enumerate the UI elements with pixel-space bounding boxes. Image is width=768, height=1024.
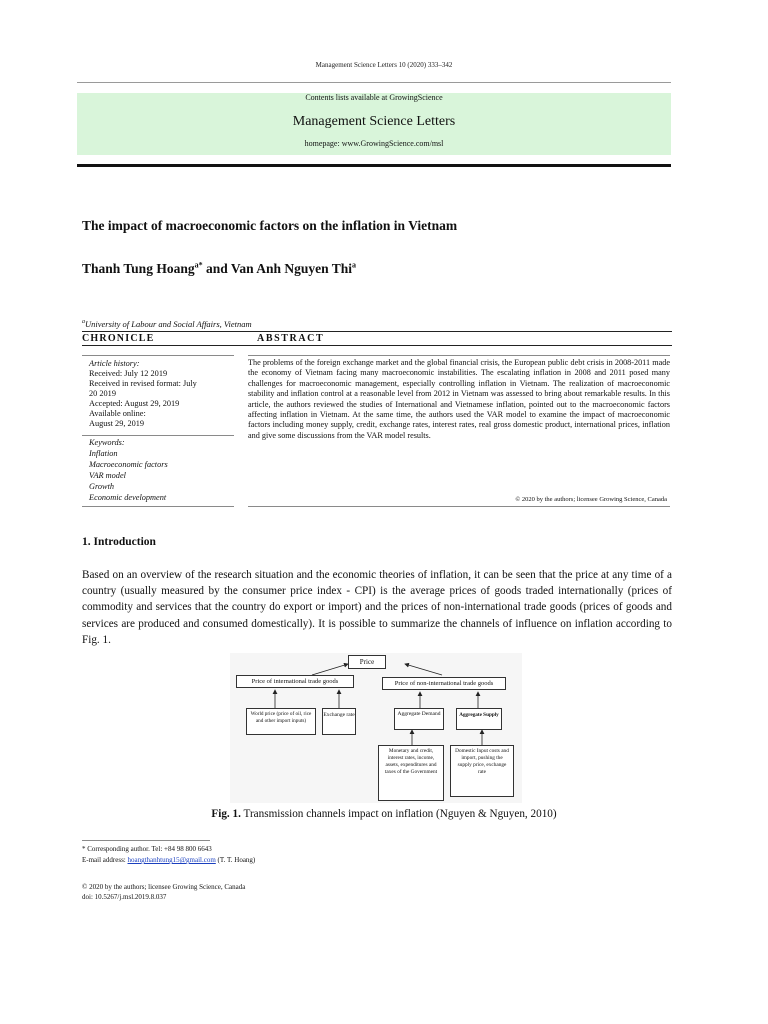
email-name: (T. T. Hoang) [215,856,256,864]
author-2: and Van Anh Nguyen Thi [202,261,353,276]
section-heading-introduction: 1. Introduction [82,536,156,548]
revised-date-line-2: 20 2019 [89,389,116,398]
chronicle-header-rule [82,345,672,346]
keywords-label: Keywords: [89,438,125,447]
author-1-marker: a* [194,260,203,270]
corresponding-author: * Corresponding author. Tel: +84 98 800 6643 [82,845,212,853]
node-price: Price [348,655,386,669]
history-label: Article history: [89,359,140,368]
revised-date-line-1: Received in revised format: July [89,379,197,388]
abstract-top-rule [248,355,670,356]
available-date: August 29, 2019 [89,419,145,428]
chronicle-top-rule [82,331,672,332]
abstract-bottom-rule [248,506,670,507]
doi-line[interactable]: doi: 10.5267/j.msl.2019.8.037 [82,893,167,901]
journal-banner [77,93,671,155]
paper-title: The impact of macroeconomic factors on the inflation in Vietnam [82,218,458,233]
author-1: Thanh Tung Hoang [82,261,195,276]
figure-1-caption [0,808,768,820]
figure-1-diagram [230,653,522,803]
keyword-item: Inflation [89,449,118,458]
available-label: Available online: [89,409,146,418]
email-link[interactable]: hoangthanhtung15@gmail.com [127,856,216,864]
running-head: Management Science Letters 10 (2020) 333–342 [315,61,453,69]
affiliation [82,319,252,329]
keyword-item: Economic development [89,493,167,502]
header-divider [77,82,671,83]
history-top-rule [82,355,234,356]
keyword-item: VAR model [89,471,126,480]
footnote-rule [82,840,210,841]
abstract-heading: ABSTRACT [257,333,325,344]
chronicle-bottom-rule [82,506,234,507]
keywords-top-rule [82,435,234,436]
license-line: © 2020 by the authors; licensee Growing Science, Canada [82,883,246,891]
chronicle-heading: CHRONICLE [82,333,155,344]
caption-label: Fig. 1. [211,808,241,820]
introduction-paragraph: Based on an overview of the research situation and the economic theories of inflation, it can be seen that the price at any time of a country (usually measured by the consumer price index - CPI) is the average prices of goods traded internationally (prices of commodity and services that the country do export or import) and the prices of non-international trade goods (prices of goods and services are produced and consumed domestically). It is possible to summarize the channels of influence on inflation according to Fig. 1. [82,569,672,646]
keyword-item: Macroeconomic factors [89,460,168,469]
keywords-block [89,437,229,503]
author-2-marker: a [352,260,357,270]
affiliation-marker: a [82,319,85,326]
node-aggregate-demand: Aggregate Demand [394,708,444,730]
affiliation-text: University of Labour and Social Affairs, Vietnam [85,319,252,329]
caption-text: Transmission channels impact on inflation (Nguyen & Nguyen, 2010) [240,808,557,820]
node-world-price: World price (price of oil, rice and other import inputs) [246,708,316,735]
abstract-copyright: © 2020 by the authors; licensee Growing Science, Canada [515,496,667,503]
keyword-item: Growth [89,482,115,491]
abstract-body: The problems of the foreign exchange market and the global financial crisis, the European public debt crisis in 2008-2011 made the economy of Vietnam facing many macroeconomic instabilities. The escalating inflation in 2008 and 2011 posed many challenges for macroeconomic management, especially controlling inflation in Vietnam. The realization of macroeconomic stability and inflation control at a reasonable level from 2012 in Vietnam was assessed to bring about remarkable results. In this article, the authors reviewed the studies of International and Vietnamese inflation, pointed out to the macroeconomic factors affecting inflation in Vietnam. At the same time, the authors used the VAR model to examine the impact of macroeconomic factors including money supply, credit, exchange rates, interest rates, real gross domestic product, international prices, inflation and give some discussions from the VAR model results. [248,358,670,440]
journal-homepage[interactable]: homepage: www.GrowingScience.com/msl [304,139,444,148]
node-domestic-input: Domestic Input costs and import, pushing the supply price, exchange rate [450,745,514,797]
node-intl-goods-price: Price of international trade goods [236,675,354,688]
article-history [89,359,229,429]
email-label: E-mail address: [82,856,128,864]
node-aggregate-supply: Aggregate Supply [456,708,502,730]
author-list [82,261,356,277]
contents-line: Contents lists available at GrowingScience [305,93,443,102]
accepted-date: Accepted: August 29, 2019 [89,399,180,408]
node-exchange-rate: Exchange rate [322,708,356,735]
email-line [82,856,255,864]
banner-bottom-rule [77,164,671,167]
received-date: Received: July 12 2019 [89,369,168,378]
journal-title: Management Science Letters [292,114,456,129]
node-monetary-factors: Monetary and credit, interest rates, income, assets, expenditures and taxes of the Government [378,745,444,801]
node-nonintl-goods-price: Price of non-international trade goods [382,677,506,690]
